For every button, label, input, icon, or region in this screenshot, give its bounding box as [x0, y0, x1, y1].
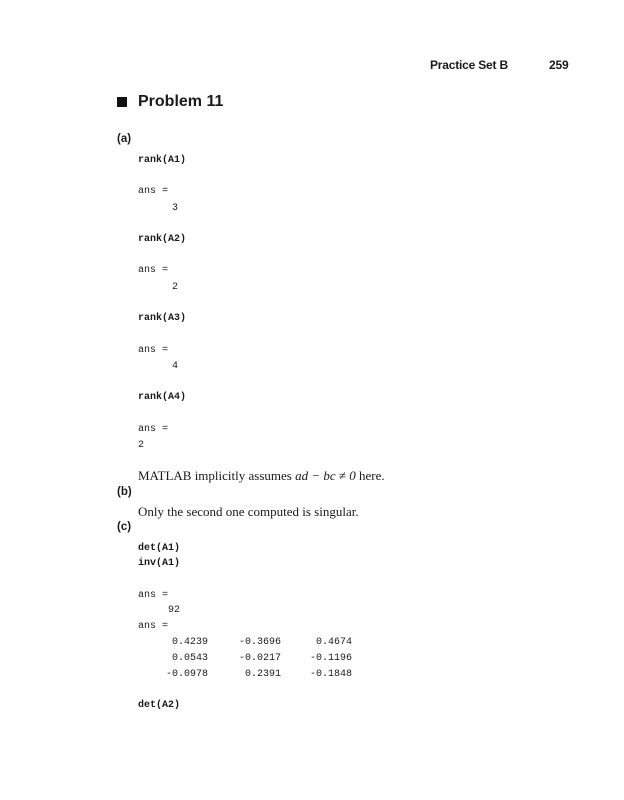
part-a-note: [138, 468, 385, 484]
code-command: det(A2): [138, 700, 181, 711]
note-math: ad − bc ≠ 0: [295, 468, 356, 483]
code-command: rank(A2): [138, 234, 187, 245]
note-text: here.: [355, 468, 385, 483]
bullet-square-icon: [117, 97, 127, 107]
matrix-cell: 0.0543: [171, 653, 208, 664]
code-output-label: ans =: [138, 186, 169, 197]
code-output-label: ans =: [138, 345, 169, 356]
code-output-value: 2: [172, 282, 179, 293]
code-output-label: ans =: [138, 265, 169, 276]
matrix-cell: 0.4674: [315, 637, 352, 648]
code-output-value: 2: [138, 440, 145, 451]
code-command: rank(A4): [138, 392, 187, 403]
code-command: inv(A1): [138, 558, 181, 569]
matrix-cell: -0.0217: [238, 653, 281, 664]
note-text: MATLAB implicitly assumes: [138, 468, 296, 483]
matrix-cell: -0.1848: [309, 669, 352, 680]
code-output-label: ans =: [138, 424, 169, 435]
code-output-value: 4: [172, 361, 179, 372]
running-header-title: Practice Set B: [430, 58, 508, 72]
code-command: det(A1): [138, 543, 181, 554]
matrix-cell: -0.3696: [238, 637, 281, 648]
part-b-label: (b): [117, 486, 132, 498]
matrix-cell: 0.4239: [171, 637, 208, 648]
code-output-label: ans =: [138, 621, 169, 632]
part-b-text: Only the second one computed is singular.: [138, 504, 359, 519]
problem-title: Problem 11: [138, 93, 224, 110]
part-a-label: (a): [117, 133, 132, 145]
page-number: 259: [549, 58, 569, 72]
code-output-value: 92: [168, 605, 181, 616]
code-output-value: 3: [172, 203, 179, 214]
code-command: rank(A3): [138, 313, 187, 324]
code-command: rank(A1): [138, 155, 187, 166]
matrix-cell: -0.0978: [165, 669, 208, 680]
matrix-cell: -0.1196: [309, 653, 352, 664]
matrix-cell: 0.2391: [244, 669, 281, 680]
part-c-label: (c): [117, 521, 132, 533]
code-output-label: ans =: [138, 590, 169, 601]
